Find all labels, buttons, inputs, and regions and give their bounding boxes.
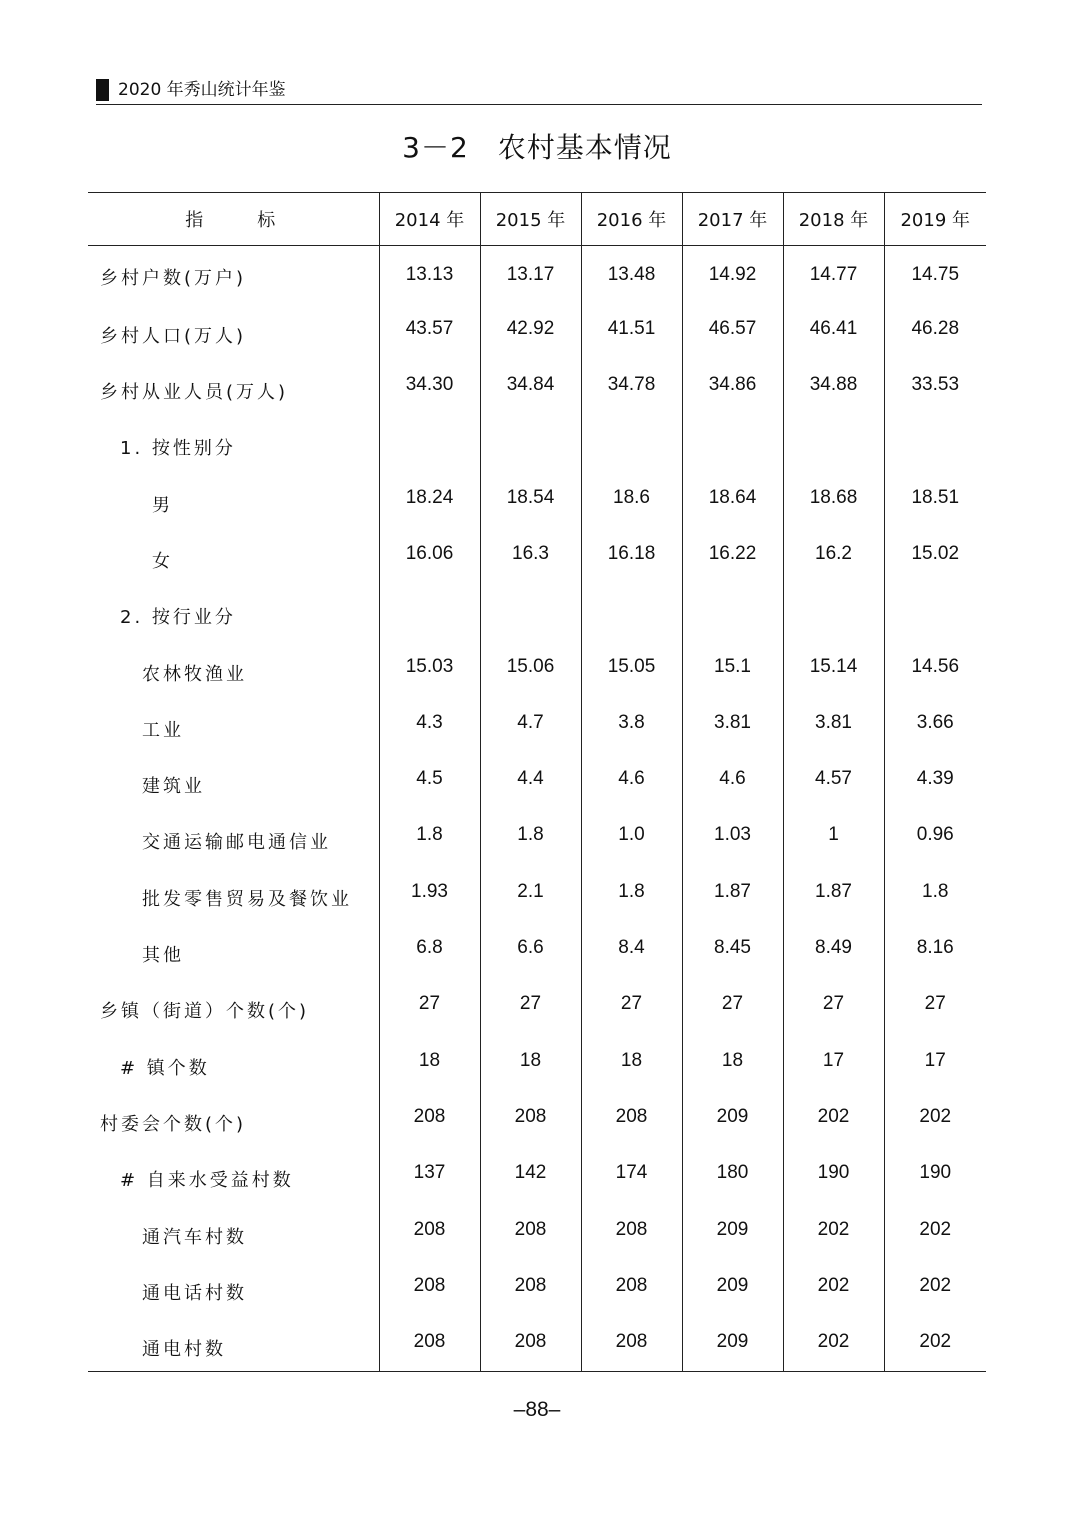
cell-value: 202 bbox=[884, 1259, 986, 1315]
cell-value bbox=[783, 583, 884, 639]
cell-value: 18 bbox=[379, 1034, 480, 1090]
table-row bbox=[88, 752, 986, 808]
cell-value: 208 bbox=[379, 1259, 480, 1315]
row-label: 男 bbox=[152, 494, 173, 516]
cell-value: 3.81 bbox=[682, 696, 783, 752]
cell-value bbox=[682, 583, 783, 639]
year-header: 2017 年 bbox=[682, 193, 783, 246]
cell-value: 1.8 bbox=[379, 808, 480, 864]
header-text: 2020 年秀山统计年鉴 bbox=[118, 80, 286, 100]
cell-value: 27 bbox=[480, 977, 581, 1033]
page-number: –88– bbox=[513, 1398, 561, 1421]
cell-value: 3.8 bbox=[581, 696, 682, 752]
row-label: 批发零售贸易及餐饮业 bbox=[142, 888, 352, 910]
cell-value: 14.92 bbox=[682, 246, 783, 302]
cell-value: 1.8 bbox=[581, 865, 682, 921]
cell-value: 208 bbox=[581, 1090, 682, 1146]
cell-value: 202 bbox=[783, 1259, 884, 1315]
year-header: 2015 年 bbox=[480, 193, 581, 246]
row-label: 1. 按性别分 bbox=[120, 438, 236, 460]
cell-value: 34.86 bbox=[682, 358, 783, 414]
cell-value: 202 bbox=[783, 1203, 884, 1259]
cell-value: 142 bbox=[480, 1146, 581, 1202]
cell-value: 43.57 bbox=[379, 302, 480, 358]
cell-value bbox=[581, 583, 682, 639]
cell-value: 1.0 bbox=[581, 808, 682, 864]
row-label: 通汽车村数 bbox=[142, 1226, 247, 1248]
cell-value: 34.84 bbox=[480, 358, 581, 414]
cell-value: 202 bbox=[884, 1090, 986, 1146]
cell-value: 2.1 bbox=[480, 865, 581, 921]
cell-value: 202 bbox=[783, 1315, 884, 1371]
cell-value: 14.77 bbox=[783, 246, 884, 302]
cell-value: 15.14 bbox=[783, 640, 884, 696]
year-header: 2018 年 bbox=[783, 193, 884, 246]
row-label: # 自来水受益村数 bbox=[120, 1170, 294, 1192]
cell-value: 137 bbox=[379, 1146, 480, 1202]
cell-value: 17 bbox=[884, 1034, 986, 1090]
cell-value: 18.6 bbox=[581, 471, 682, 527]
cell-value: 208 bbox=[480, 1203, 581, 1259]
table-row bbox=[88, 696, 986, 752]
cell-value: 209 bbox=[682, 1315, 783, 1371]
cell-value: 202 bbox=[783, 1090, 884, 1146]
cell-value bbox=[783, 414, 884, 470]
indicator-header: 指 标 bbox=[88, 193, 379, 246]
table-row bbox=[88, 583, 986, 639]
cell-value bbox=[379, 583, 480, 639]
cell-value: 14.75 bbox=[884, 246, 986, 302]
cell-value: 13.13 bbox=[379, 246, 480, 302]
cell-value: 6.6 bbox=[480, 921, 581, 977]
cell-value: 27 bbox=[682, 977, 783, 1033]
cell-value: 18.68 bbox=[783, 471, 884, 527]
cell-value: 8.45 bbox=[682, 921, 783, 977]
cell-value: 8.16 bbox=[884, 921, 986, 977]
cell-value: 4.4 bbox=[480, 752, 581, 808]
cell-value: 208 bbox=[379, 1315, 480, 1371]
cell-value: 27 bbox=[581, 977, 682, 1033]
cell-value: 202 bbox=[884, 1315, 986, 1371]
row-label: 工业 bbox=[142, 719, 184, 741]
table-row bbox=[88, 1259, 986, 1315]
cell-value: 208 bbox=[581, 1259, 682, 1315]
row-label: 村委会个数(个) bbox=[100, 1113, 247, 1135]
cell-value: 15.1 bbox=[682, 640, 783, 696]
row-label: # 镇个数 bbox=[120, 1057, 210, 1079]
row-label: 乡村从业人员(万人) bbox=[100, 382, 289, 404]
cell-value bbox=[682, 414, 783, 470]
cell-value bbox=[581, 414, 682, 470]
row-label: 2. 按行业分 bbox=[120, 607, 236, 629]
cell-value: 17 bbox=[783, 1034, 884, 1090]
cell-value: 4.6 bbox=[581, 752, 682, 808]
cell-value: 190 bbox=[884, 1146, 986, 1202]
cell-value: 208 bbox=[379, 1203, 480, 1259]
row-label: 其他 bbox=[142, 945, 184, 967]
cell-value: 46.41 bbox=[783, 302, 884, 358]
table-row bbox=[88, 358, 986, 414]
cell-value: 209 bbox=[682, 1259, 783, 1315]
cell-value: 202 bbox=[884, 1203, 986, 1259]
cell-value: 16.2 bbox=[783, 527, 884, 583]
row-label: 乡镇（街道）个数(个) bbox=[100, 1001, 310, 1023]
cell-value: 34.30 bbox=[379, 358, 480, 414]
table-row bbox=[88, 640, 986, 696]
cell-value: 1.87 bbox=[682, 865, 783, 921]
cell-value: 209 bbox=[682, 1090, 783, 1146]
cell-value: 3.66 bbox=[884, 696, 986, 752]
cell-value: 15.03 bbox=[379, 640, 480, 696]
cell-value: 4.39 bbox=[884, 752, 986, 808]
table-row bbox=[88, 1034, 986, 1090]
cell-value: 16.3 bbox=[480, 527, 581, 583]
cell-value: 18.64 bbox=[682, 471, 783, 527]
cell-value: 46.57 bbox=[682, 302, 783, 358]
table-row bbox=[88, 977, 986, 1033]
table-row bbox=[88, 414, 986, 470]
table-row bbox=[88, 246, 986, 302]
running-header bbox=[96, 78, 982, 105]
cell-value: 1 bbox=[783, 808, 884, 864]
cell-value: 16.18 bbox=[581, 527, 682, 583]
cell-value: 4.6 bbox=[682, 752, 783, 808]
cell-value: 18 bbox=[581, 1034, 682, 1090]
cell-value: 27 bbox=[884, 977, 986, 1033]
table-row bbox=[88, 471, 986, 527]
row-label: 乡村人口(万人) bbox=[100, 325, 247, 347]
cell-value: 16.06 bbox=[379, 527, 480, 583]
header-row bbox=[88, 193, 986, 246]
cell-value: 180 bbox=[682, 1146, 783, 1202]
cell-value: 18.24 bbox=[379, 471, 480, 527]
row-label: 通电话村数 bbox=[142, 1282, 247, 1304]
year-header: 2014 年 bbox=[379, 193, 480, 246]
cell-value: 8.4 bbox=[581, 921, 682, 977]
cell-value: 42.92 bbox=[480, 302, 581, 358]
table-row bbox=[88, 808, 986, 864]
table-row bbox=[88, 527, 986, 583]
cell-value: 4.7 bbox=[480, 696, 581, 752]
cell-value: 208 bbox=[581, 1315, 682, 1371]
row-label: 女 bbox=[152, 550, 173, 572]
cell-value: 15.02 bbox=[884, 527, 986, 583]
year-header: 2019 年 bbox=[884, 193, 986, 246]
cell-value: 6.8 bbox=[379, 921, 480, 977]
table-row bbox=[88, 1203, 986, 1259]
cell-value: 34.78 bbox=[581, 358, 682, 414]
cell-value: 16.22 bbox=[682, 527, 783, 583]
cell-value: 4.57 bbox=[783, 752, 884, 808]
cell-value: 13.17 bbox=[480, 246, 581, 302]
cell-value: 27 bbox=[379, 977, 480, 1033]
header-marker-bar bbox=[96, 79, 109, 101]
table-row bbox=[88, 1315, 986, 1371]
cell-value: 209 bbox=[682, 1203, 783, 1259]
cell-value: 190 bbox=[783, 1146, 884, 1202]
cell-value: 4.3 bbox=[379, 696, 480, 752]
cell-value: 33.53 bbox=[884, 358, 986, 414]
cell-value: 4.5 bbox=[379, 752, 480, 808]
cell-value: 0.96 bbox=[884, 808, 986, 864]
cell-value bbox=[480, 414, 581, 470]
table-title: 3－2 农村基本情况 bbox=[402, 131, 672, 164]
cell-value: 1.03 bbox=[682, 808, 783, 864]
table-row bbox=[88, 865, 986, 921]
cell-value: 46.28 bbox=[884, 302, 986, 358]
cell-value bbox=[884, 583, 986, 639]
year-header: 2016 年 bbox=[581, 193, 682, 246]
cell-value: 15.06 bbox=[480, 640, 581, 696]
cell-value: 13.48 bbox=[581, 246, 682, 302]
cell-value: 15.05 bbox=[581, 640, 682, 696]
table-row bbox=[88, 302, 986, 358]
cell-value: 1.87 bbox=[783, 865, 884, 921]
cell-value: 174 bbox=[581, 1146, 682, 1202]
cell-value: 1.8 bbox=[480, 808, 581, 864]
rural-statistics-table bbox=[88, 192, 986, 1372]
cell-value: 18.54 bbox=[480, 471, 581, 527]
cell-value: 208 bbox=[480, 1315, 581, 1371]
row-label: 建筑业 bbox=[142, 776, 205, 798]
cell-value: 8.49 bbox=[783, 921, 884, 977]
cell-value: 34.88 bbox=[783, 358, 884, 414]
cell-value: 14.56 bbox=[884, 640, 986, 696]
cell-value: 208 bbox=[581, 1203, 682, 1259]
row-label: 农林牧渔业 bbox=[142, 663, 247, 685]
table-row bbox=[88, 1146, 986, 1202]
cell-value: 1.93 bbox=[379, 865, 480, 921]
cell-value: 18 bbox=[480, 1034, 581, 1090]
cell-value: 27 bbox=[783, 977, 884, 1033]
cell-value bbox=[480, 583, 581, 639]
cell-value: 41.51 bbox=[581, 302, 682, 358]
row-label: 交通运输邮电通信业 bbox=[142, 832, 331, 854]
table-row bbox=[88, 1090, 986, 1146]
cell-value bbox=[379, 414, 480, 470]
cell-value bbox=[884, 414, 986, 470]
cell-value: 208 bbox=[379, 1090, 480, 1146]
row-label: 乡村户数(万户) bbox=[100, 268, 247, 289]
table-row bbox=[88, 921, 986, 977]
cell-value: 3.81 bbox=[783, 696, 884, 752]
cell-value: 1.8 bbox=[884, 865, 986, 921]
cell-value: 208 bbox=[480, 1090, 581, 1146]
cell-value: 18 bbox=[682, 1034, 783, 1090]
cell-value: 208 bbox=[480, 1259, 581, 1315]
cell-value: 18.51 bbox=[884, 471, 986, 527]
row-label: 通电村数 bbox=[88, 1315, 379, 1371]
